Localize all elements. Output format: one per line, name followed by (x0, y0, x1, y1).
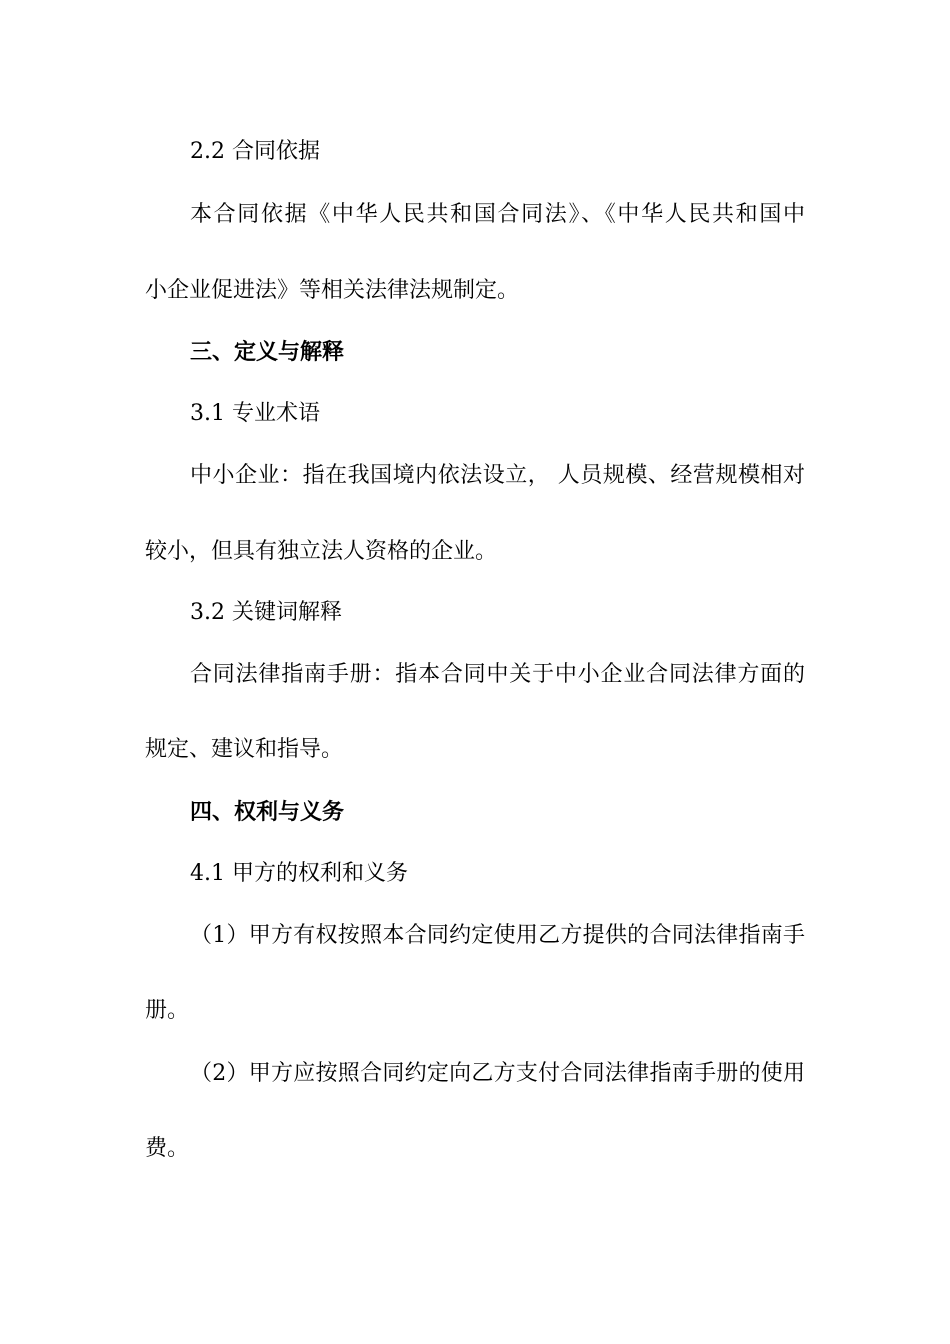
section-heading-3: 三、定义与解释 (190, 339, 345, 365)
paragraph-2-2-line-2: 小企业促进法》等相关法律法规制定。 (145, 278, 520, 303)
list-item-1-line-1: （1）甲方有权按照本合同约定使用乙方提供的合同法律指南手 (190, 923, 805, 948)
paragraph-3-2-line-1: 合同法律指南手册：指本合同中关于中小企业合同法律方面的 (190, 662, 805, 687)
list-item-2-line-1: （2）甲方应按照合同约定向乙方支付合同法律指南手册的使用 (190, 1061, 805, 1086)
list-item-2-line-2: 费。 (145, 1136, 190, 1161)
paragraph-3-1-line-2: 较小，但具有独立法人资格的企业。 (145, 539, 498, 564)
list-item-1-line-2: 册。 (145, 998, 190, 1023)
subsection-heading-3-1: 3.1 专业术语 (190, 401, 320, 426)
subsection-heading-4-1: 4.1 甲方的权利和义务 (190, 861, 408, 886)
section-heading-4: 四、权利与义务 (190, 799, 345, 825)
paragraph-3-1-line-1: 中小企业：指在我国境内依法设立， 人员规模、经营规模相对 (190, 463, 805, 488)
paragraph-2-2-line-1: 本合同依据《中华人民共和国合同法》、《中华人民共和国中 (190, 202, 805, 227)
subsection-heading-3-2: 3.2 关键词解释 (190, 600, 342, 625)
paragraph-3-2-line-2: 规定、建议和指导。 (145, 737, 344, 762)
subsection-heading-2-2: 2.2 合同依据 (190, 139, 320, 164)
